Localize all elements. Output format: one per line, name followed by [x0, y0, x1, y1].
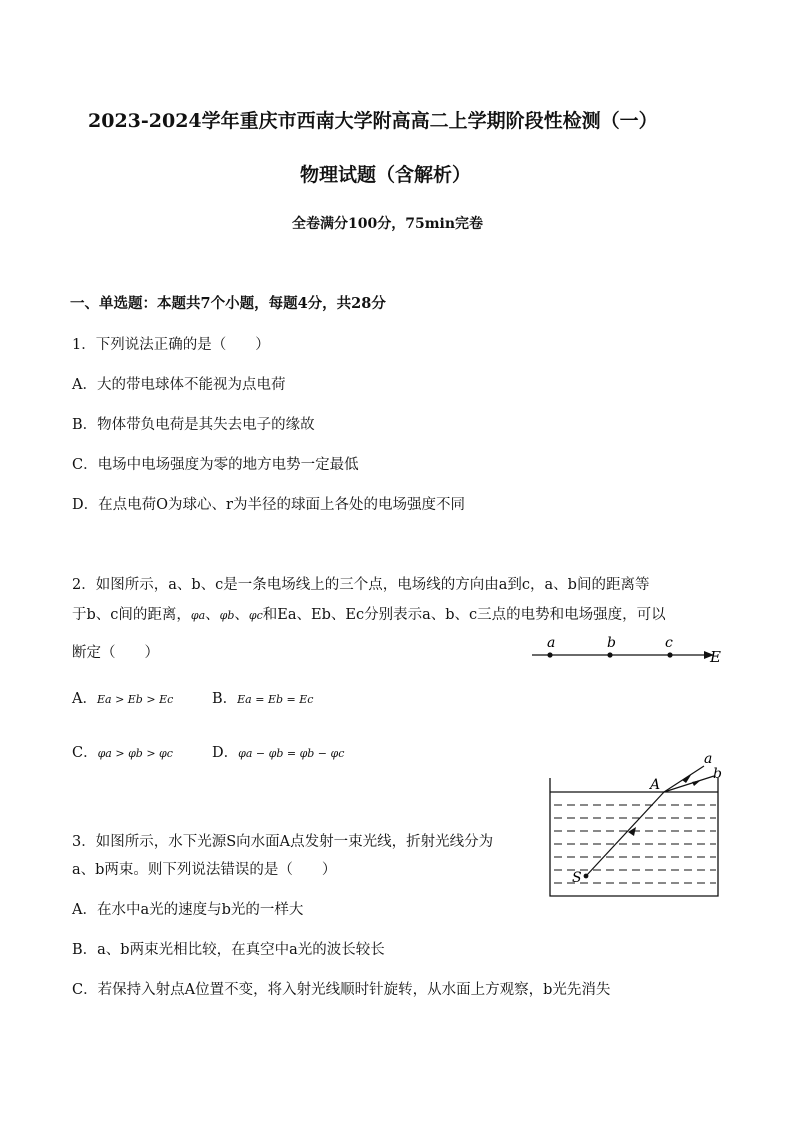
refracted-ray-b-arrow — [692, 780, 701, 786]
q2-option-b-label: B． — [212, 691, 238, 707]
page-title-line1: 2023-2024学年重庆市西南大学附高高二上学期阶段性检测（一） — [88, 110, 658, 132]
q1-stem: 1．下列说法正确的是（ ） — [72, 337, 270, 353]
label-ray-b: b — [713, 766, 722, 782]
q2-phi-a: φa — [190, 609, 206, 622]
q2-sep2: 、 — [234, 607, 249, 623]
q2-option-a-formula: Ea > Eb > Ec — [96, 693, 174, 706]
point-b — [607, 652, 612, 657]
q2-option-c — [72, 741, 173, 762]
q2-phi-c: φc — [248, 609, 263, 622]
q2-option-a-label: A． — [72, 691, 97, 707]
point-c — [667, 652, 672, 657]
q3-stem-line1: 3．如图所示，水下光源S向水面A点发射一束光线，折射光线分为 — [72, 834, 494, 850]
label-point-A: A — [650, 777, 661, 793]
q2-stem-line1: 2．如图所示，a、b、c是一条电场线上的三个点，电场线的方向由a到c，a、b间的距离等 — [72, 577, 650, 593]
q1-option-a: A．大的带电球体不能视为点电荷 — [72, 377, 286, 393]
label-E: E — [710, 648, 721, 666]
point-a — [547, 652, 552, 657]
incident-ray-arrow — [628, 827, 636, 836]
q2-option-c-formula: φa > φb > φc — [97, 747, 173, 760]
q2-option-b — [212, 687, 313, 708]
q2-stem-line2-post: 和Ea、Eb、Ec分别表示a、b、c三点的电势和电场强度，可以 — [262, 607, 666, 623]
q3-option-c: C．若保持入射点A位置不变，将入射光线顺时针旋转，从水面上方观察，b光先消失 — [72, 982, 611, 998]
q2-option-c-label: C． — [72, 745, 98, 761]
label-ray-a: a — [704, 751, 713, 767]
q1-option-c: C．电场中电场强度为零的地方电势一定最低 — [72, 457, 359, 473]
q3-stem-line2: a、b两束。则下列说法错误的是（ ） — [72, 862, 337, 878]
section-heading: 一、单选题：本题共7个小题，每题4分，共28分 — [70, 295, 386, 312]
refracted-ray-b — [664, 776, 714, 792]
page-title-line2: 物理试题（含解析） — [300, 164, 472, 186]
q2-stem-line3: 断定（ ） — [72, 645, 159, 661]
label-b: b — [607, 635, 616, 651]
q3-option-b: B．a、b两束光相比较，在真空中a光的波长较长 — [72, 942, 385, 958]
label-a: a — [547, 635, 556, 651]
q2-option-b-formula: Ea = Eb = Ec — [237, 693, 314, 706]
q2-option-d-label: D． — [212, 745, 239, 761]
q2-option-a — [72, 687, 173, 708]
label-source-S: S — [572, 870, 582, 886]
q1-option-b: B．物体带负电荷是其失去电子的缘故 — [72, 417, 315, 433]
q2-stem-line2 — [72, 603, 666, 624]
q2-field-line-figure — [528, 634, 728, 668]
q1-option-d: D．在点电荷O为球心、r为半径的球面上各处的电场强度不同 — [72, 497, 465, 513]
q3-option-a: A．在水中a光的速度与b光的一样大 — [72, 902, 304, 918]
exam-info: 全卷满分100分，75min完卷 — [292, 216, 484, 232]
q2-phi-b: φb — [219, 609, 235, 622]
label-c: c — [665, 635, 673, 651]
q2-sep1: 、 — [205, 607, 220, 623]
q2-option-d — [212, 741, 344, 762]
q2-stem-line2-pre: 于b、c间的距离， — [72, 607, 191, 623]
q3-refraction-figure — [546, 748, 726, 900]
light-source — [584, 874, 589, 879]
q2-option-d-formula: φa − φb = φb − φc — [238, 747, 345, 760]
